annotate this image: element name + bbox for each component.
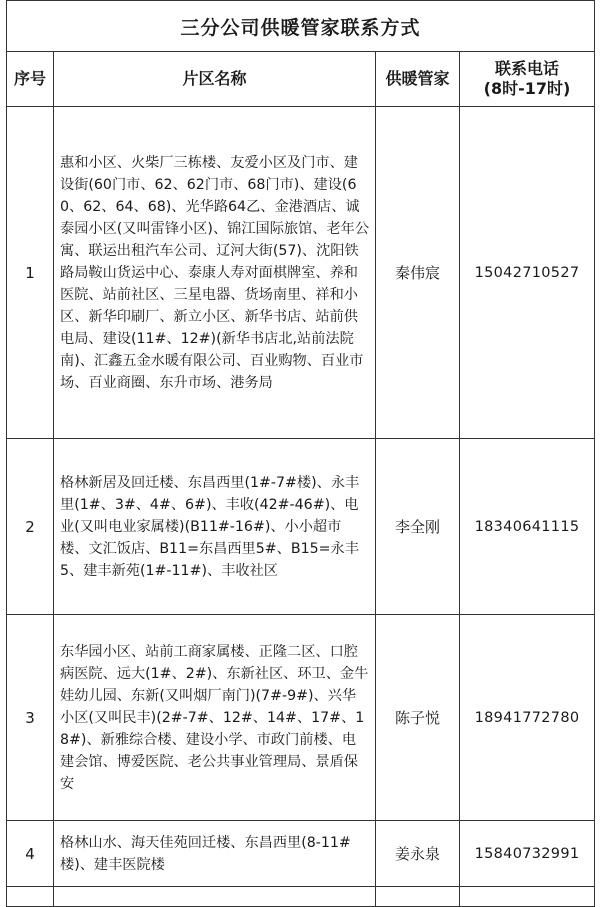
row-area: 东华园小区、站前工商家属楼、正隆二区、口腔病医院、远大(1#、2#)、东新社区、环卫、金牛娃幼儿园、东新(又叫烟厂南门)(7#-9#)、兴华小区(又叫民丰)(2#-7#、12#、14#、17#、18#)、新雅综合楼、建设小学、市政门前楼、电建会馆、博爱医院、老公共事业管理局、景盾保安 bbox=[54, 615, 376, 821]
row-number: 2 bbox=[7, 439, 54, 615]
row-manager: 姜永泉 bbox=[376, 821, 460, 887]
row-area: 格林新居及回迁楼、东昌西里(1#-7#楼)、永丰里(1#、3#、4#、6#)、丰收(42#-46#)、电业(又叫电业家属楼)(B11#-16#)、小小超市楼、文汇饭店、B11=东昌西里5#、B15=永丰5、建丰新苑(1#-11#)、丰收社区 bbox=[54, 439, 376, 615]
row-phone: 18340641115 bbox=[460, 439, 595, 615]
table-row bbox=[7, 439, 595, 615]
header-row bbox=[7, 52, 595, 107]
table-row bbox=[7, 615, 595, 821]
row-number: 1 bbox=[7, 107, 54, 439]
row-manager: 陈子悦 bbox=[376, 615, 460, 821]
row-number: 3 bbox=[7, 615, 54, 821]
row-number: 4 bbox=[7, 821, 54, 887]
row-manager: 李全刚 bbox=[376, 439, 460, 615]
table-row bbox=[7, 821, 595, 887]
table-row bbox=[7, 107, 595, 439]
header-serial: 序号 bbox=[7, 52, 54, 107]
table-title: 三分公司供暖管家联系方式 bbox=[7, 1, 595, 52]
table-row-partial bbox=[7, 887, 595, 907]
header-area: 片区名称 bbox=[54, 52, 376, 107]
row-manager: 秦伟宸 bbox=[376, 107, 460, 439]
header-phone bbox=[460, 52, 595, 107]
row-area: 惠和小区、火柴厂三栋楼、友爱小区及门市、建设街(60门市、62、62门市、68门市)、建设(60、62、64、68)、光华路64乙、金港酒店、诚泰园小区(又叫雷锋小区)、锦江国际旅馆、老年公寓、联运出租汽车公司、辽河大街(57)、沈阳铁路局鞍山货运中心、泰康人寿对面棋牌室、养和医院、站前社区、三星电器、货场南里、祥和小区、新华印刷厂、新立小区、新华书店、站前供电局、建设(11#、12#)(新华书店北,站前法院南)、汇鑫五金水暖有限公司、百业购物、百业市场、百业商圈、东升市场、港务局 bbox=[54, 107, 376, 439]
row-phone: 15042710527 bbox=[460, 107, 595, 439]
header-phone-line2: (8时-17时) bbox=[483, 79, 571, 98]
row-phone: 15840732991 bbox=[460, 821, 595, 887]
row-area: 格林山水、海天佳苑回迁楼、东昌西里(8-11#楼)、建丰医院楼 bbox=[54, 821, 376, 887]
row-phone: 18941772780 bbox=[460, 615, 595, 821]
contact-table bbox=[6, 0, 595, 907]
header-manager: 供暖管家 bbox=[376, 52, 460, 107]
header-phone-line1: 联系电话 bbox=[495, 59, 560, 78]
